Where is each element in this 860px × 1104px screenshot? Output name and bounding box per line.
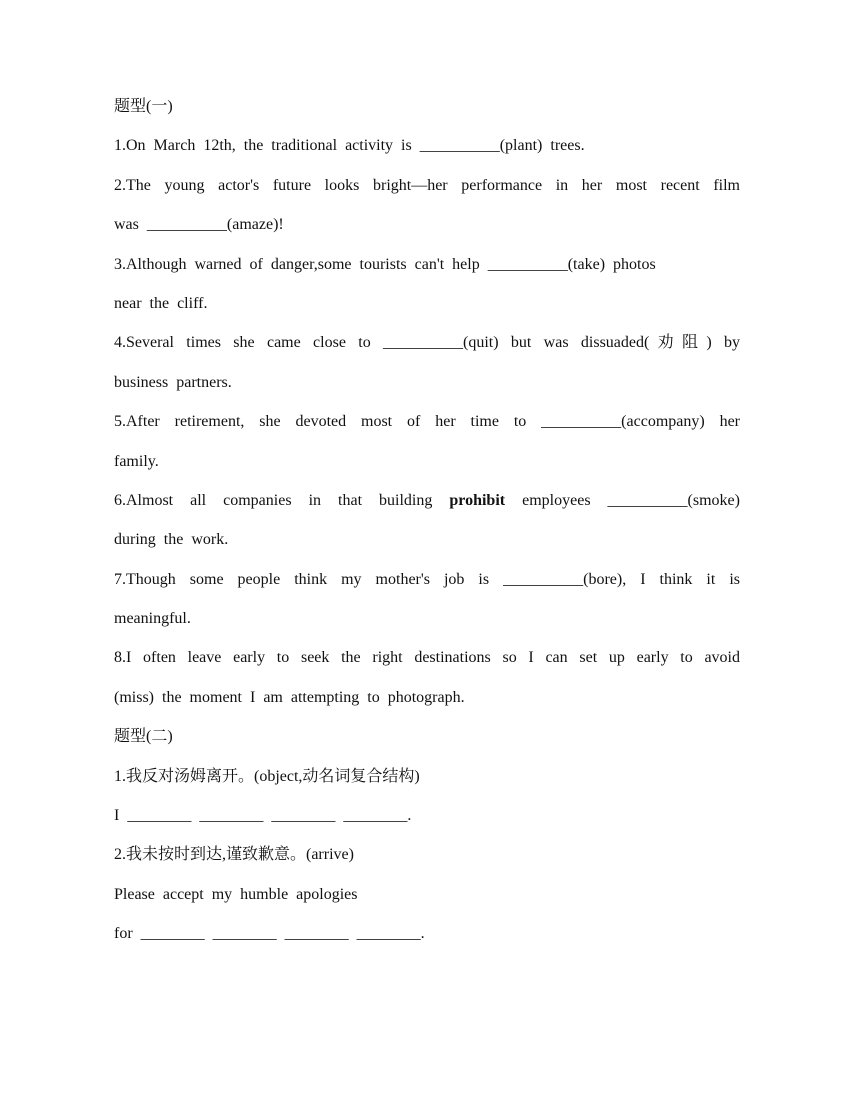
question-1-1: 1.On March 12th, the traditional activity is __________(plant) trees. bbox=[114, 137, 585, 155]
question-1-2-line-2: was __________(amaze)! bbox=[114, 216, 284, 234]
question-1-4-line-1: 4.Several times she came close to __________(quit) but was dissuaded(劝阻) by bbox=[114, 334, 740, 352]
question-1-5-line-2: family. bbox=[114, 452, 159, 470]
section-2-heading: 题型(二) bbox=[114, 728, 173, 746]
question-1-3-line-1: 3.Although warned of danger,some tourists can't help __________(take) photos bbox=[114, 255, 656, 273]
question-2-2-line-1: Please accept my humble apologies bbox=[114, 885, 358, 903]
question-1-6-line-1 bbox=[114, 491, 740, 510]
question-1-7-line-2: meaningful. bbox=[114, 610, 191, 628]
question-1-5-line-1: 5.After retirement, she devoted most of her time to __________(accompany) her bbox=[114, 413, 740, 431]
question-1-6-bold-word: prohibit bbox=[449, 491, 506, 509]
question-1-7-line-1: 7.Though some people think my mother's job is __________(bore), I think it is bbox=[114, 570, 740, 588]
question-2-2-prompt: 2.我未按时到达,谨致歉意。(arrive) bbox=[114, 846, 354, 864]
section-1-heading: 题型(一) bbox=[114, 98, 173, 115]
question-2-1-answer: I ________ ________ ________ ________. bbox=[114, 807, 412, 825]
question-1-8-line-1: 8.I often leave early to seek the right destinations so I can set up early to avoid bbox=[114, 649, 740, 667]
question-1-3-line-2: near the cliff. bbox=[114, 294, 208, 312]
question-1-6-line-2: during the work. bbox=[114, 531, 229, 549]
question-1-8-line-2: (miss) the moment I am attempting to photograph. bbox=[114, 688, 465, 706]
question-2-1-prompt: 1.我反对汤姆离开。(object,动名词复合结构) bbox=[114, 767, 420, 785]
question-1-6-text-after: employees __________(smoke) bbox=[505, 491, 740, 509]
question-2-2-answer: for ________ ________ ________ ________. bbox=[114, 925, 425, 943]
question-1-6-text-before: 6.Almost all companies in that building bbox=[114, 491, 450, 509]
document-page bbox=[114, 97, 740, 964]
question-1-2-line-1: 2.The young actor's future looks bright—her performance in her most recent film bbox=[114, 176, 740, 194]
question-1-4-line-2: business partners. bbox=[114, 373, 232, 391]
